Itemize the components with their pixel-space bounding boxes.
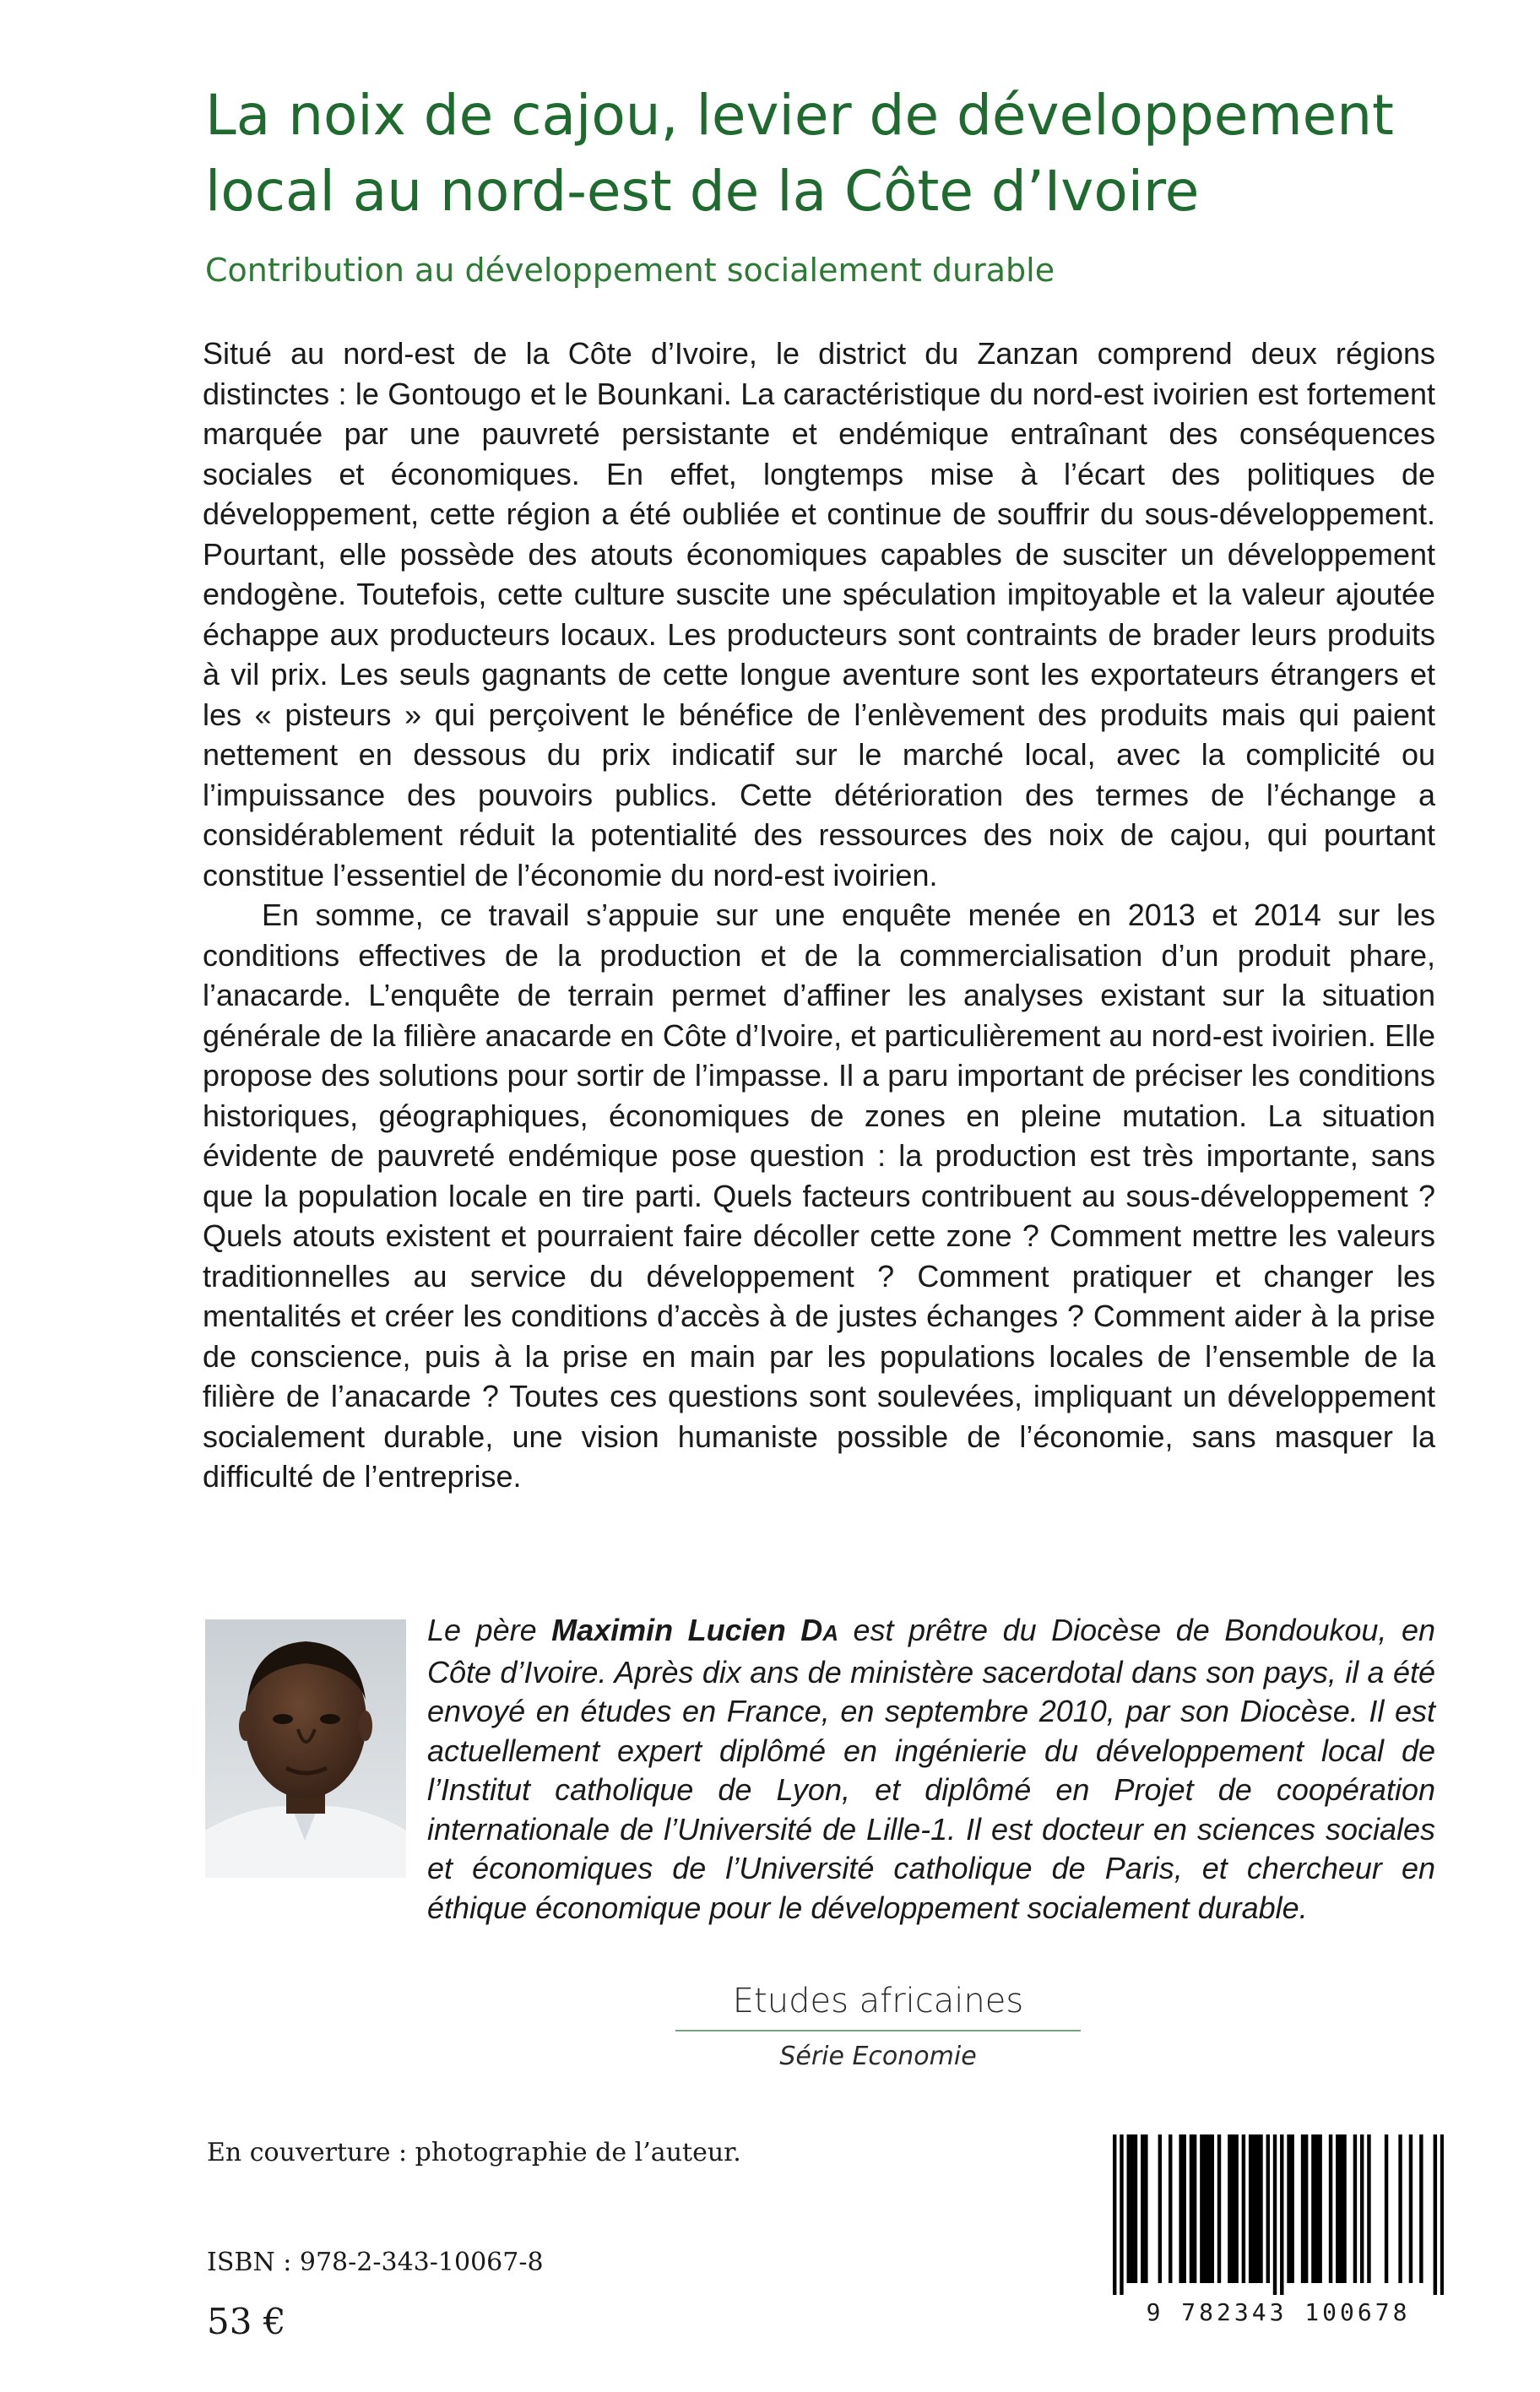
barcode-bar — [1255, 2134, 1259, 2283]
barcode-bar — [1179, 2134, 1182, 2283]
isbn: ISBN : 978-2-343-10067-8 — [207, 2248, 544, 2277]
barcode-bar — [1440, 2134, 1444, 2295]
barcode-bar — [1287, 2134, 1290, 2283]
author-name — [551, 1613, 838, 1647]
barcode-bar — [1190, 2134, 1193, 2283]
barcode-bar — [1280, 2134, 1283, 2295]
barcode-bar — [1131, 2134, 1134, 2283]
barcode-bar — [1242, 2134, 1245, 2283]
barcode-bar — [1419, 2134, 1423, 2283]
barcode-bar — [1304, 2134, 1308, 2283]
barcode-bar — [1158, 2134, 1162, 2283]
barcode-bar — [1193, 2134, 1196, 2283]
barcode-bar — [1301, 2134, 1304, 2283]
barcode-bar — [1144, 2134, 1147, 2283]
blurb — [203, 334, 1435, 1497]
barcode-bar — [1134, 2134, 1137, 2283]
blurb-paragraph: En somme, ce travail s’appuie sur une enquête menée en 2013 et 2014 sur les conditions effectives de la production et de la commercialisation d’un produit phare, l’anacarde. L’enquête de terrain permet d’affiner les analyses existant sur la situation générale de la filière anacarde en Côte d’Ivoire, et particulièrement au nord-est ivoirien. Elle propose des solutions pour sortir de l’impasse. Il a paru important de préciser les conditions historiques, géographiques, économiques de zones en pleine mutation. La situation évidente de pauvreté endémique pose question : la production est très importante, sans que la population locale en tire parti. Quels facteurs contribuent au sous-développement ? Quels atouts existent et pourraient faire décoller cette zone ? Comment mettre les valeurs traditionnelles au service du développement ? Comment pratiquer et changer les mentalités et créer les conditions d’accès à de justes échanges ? Comment aider à la prise de conscience, puis à la prise en main par les populations locales de l’ensemble de la filière de l’anacarde ? Toutes ces questions sont soulevées, impliquant un développement socialement durable, une vision humaniste possible de l’économie, sans masquer la difficulté de l’entreprise. — [203, 898, 1435, 1494]
barcode-bar — [1290, 2134, 1293, 2283]
barcode-bar — [1169, 2134, 1172, 2283]
author-name-small-caps: A — [822, 1620, 838, 1646]
barcode-bars — [1113, 2134, 1444, 2295]
barcode-bar — [1353, 2134, 1357, 2283]
barcode-bar — [1231, 2134, 1234, 2283]
barcode-bar — [1183, 2134, 1186, 2283]
barcode-bar — [1127, 2134, 1131, 2283]
barcode-bar — [1203, 2134, 1207, 2283]
barcode-bar — [1360, 2134, 1364, 2283]
barcode-bar — [1342, 2134, 1346, 2283]
barcode-bar — [1318, 2134, 1321, 2283]
barcode-bar — [1259, 2134, 1262, 2283]
series-name: Etudes africaines — [732, 1982, 1024, 2020]
series-divider — [675, 2030, 1081, 2031]
barcode — [1113, 2134, 1444, 2327]
barcode-bar — [1200, 2134, 1203, 2283]
barcode-bar — [1217, 2134, 1221, 2283]
bio-prefix: Le père — [427, 1613, 552, 1647]
series-block — [642, 1977, 1114, 2074]
author-name-given: Maximin Lucien D — [551, 1613, 823, 1647]
barcode-bar — [1311, 2134, 1315, 2283]
blurb-paragraph: Situé au nord-est de la Côte d’Ivoire, le district du Zanzan comprend deux régions distinctes : le Gontougo et le Bounkani. La caractéristique du nord-est ivoirien est fortement marquée par une pauvreté persistante et endémique entraînant des conséquences sociales et économiques. En effet, longtemps mise à l’écart des politiques de développement, cette région a été oubliée et continue de souffrir du sous-développement. Pourtant, elle possède des atouts économiques capables de susciter un développement endogène. Toutefois, cette culture suscite une spéculation impitoyable et la valeur ajoutée échappe aux producteurs locaux. Les producteurs sont contraints de brader leurs produits à vil prix. Les seuls gagnants de cette longue aventure sont les exportateurs étrangers et les « pisteurs » qui perçoivent le bénéfice de l’enlèvement des produits mais qui paient nettement en dessous du prix indicatif sur le marché local, avec la complicité ou l’impuissance des pouvoirs publics. Cette détérioration des termes de l’échange a considérablement réduit la potentialité des ressources des noix de cajou, qui pourtant constitue l’essentiel de l’économie du nord-est ivoirien. — [203, 336, 1435, 892]
author-photo — [205, 1619, 406, 1878]
bio-rest: est prêtre du Diocèse de Bondoukou, en Côte d’Ivoire. Après dix ans de ministère sacerdotal dans son pays, il a été envoyé en études en France, en septembre 2010, par son Diocèse. Il est actuellement expert diplômé en ingénierie du développement local de l’Institut catholique de Lyon, et diplômé en Projet de coopération internationale de l’Université de Lille-1. Il est docteur en sciences sociales et économiques de l’Université catholique de Paris, et chercheur en éthique économique pour le développement socialement durable. — [427, 1613, 1435, 1925]
barcode-bar — [1385, 2134, 1388, 2283]
series-subseries: Série Economie — [779, 2042, 977, 2071]
barcode-digits: 9 782343 100678 — [1146, 2298, 1411, 2326]
barcode-bar — [1207, 2134, 1210, 2283]
book-subtitle: Contribution au développement socialement durable — [205, 252, 1055, 289]
barcode-bar — [1120, 2134, 1123, 2295]
barcode-bar — [1339, 2134, 1342, 2283]
book-title: La noix de cajou, levier de développement local au nord-est de la Côte d’Ivoire — [205, 83, 1394, 224]
barcode-bar — [1228, 2134, 1231, 2283]
price: 53 € — [207, 2301, 286, 2342]
barcode-bar — [1141, 2134, 1144, 2283]
barcode-bar — [1234, 2134, 1238, 2283]
barcode-bar — [1329, 2134, 1332, 2283]
author-bio — [427, 1611, 1435, 1928]
barcode-bar — [1315, 2134, 1318, 2283]
barcode-bar — [1398, 2134, 1402, 2283]
barcode-bar — [1249, 2134, 1252, 2283]
barcode-bar — [1252, 2134, 1255, 2283]
barcode-bar — [1266, 2134, 1270, 2283]
barcode-bar — [1273, 2134, 1277, 2295]
barcode-bar — [1113, 2134, 1116, 2295]
cover-credit: En couverture : photographie de l’auteur. — [207, 2138, 741, 2167]
barcode-bar — [1434, 2134, 1437, 2295]
barcode-bar — [1409, 2134, 1413, 2283]
barcode-bar — [1336, 2134, 1339, 2283]
barcode-bar — [1367, 2134, 1370, 2283]
barcode-bar — [1211, 2134, 1214, 2283]
